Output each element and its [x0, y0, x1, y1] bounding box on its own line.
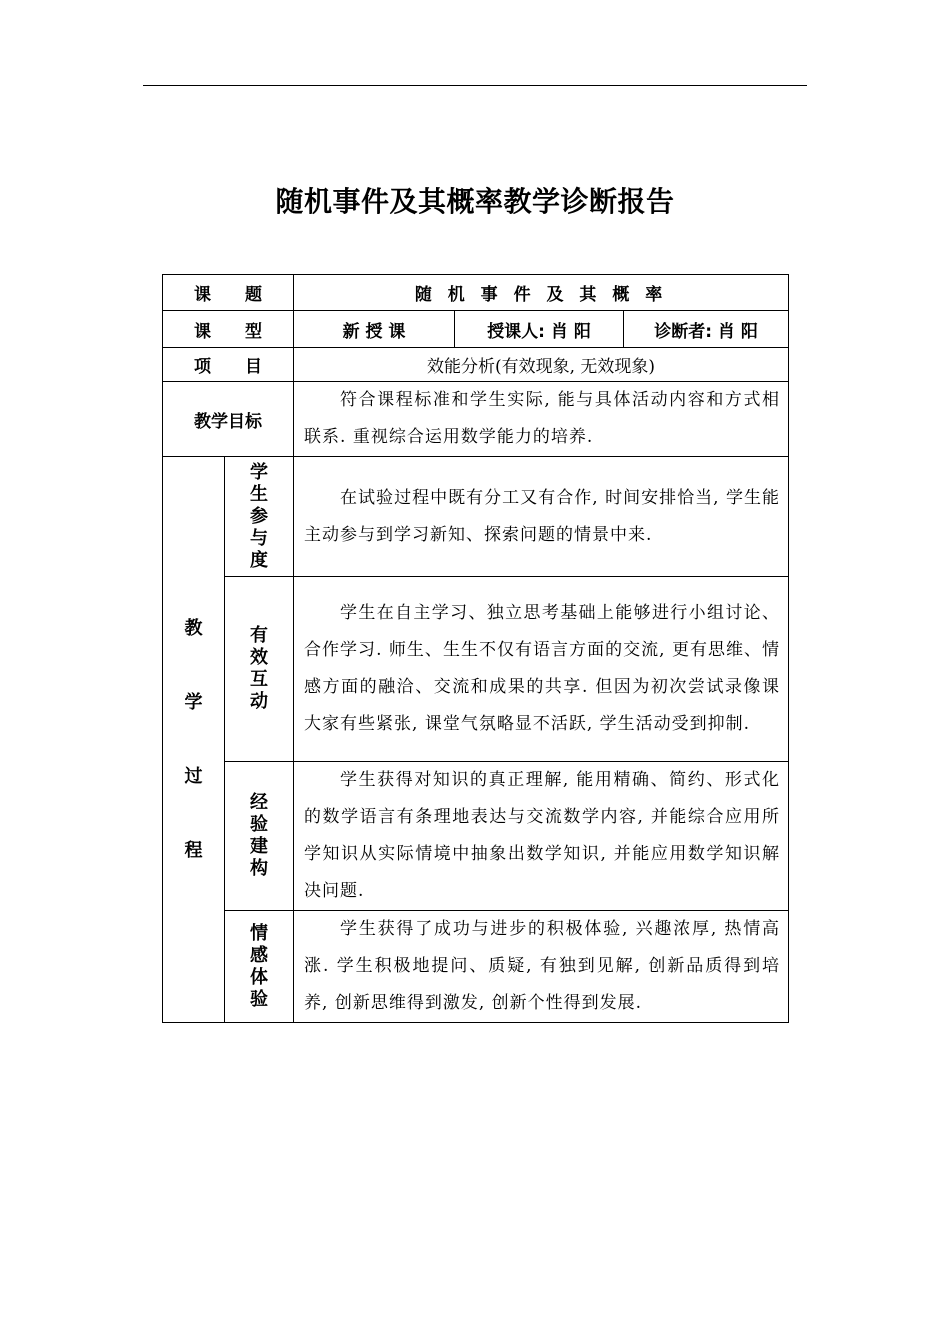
topic-label: 课 题 — [163, 275, 294, 311]
section-label-char: 与 — [250, 527, 268, 549]
item-label: 项 目 — [163, 348, 294, 382]
type-row — [163, 311, 789, 348]
section-label-char: 情 — [250, 922, 268, 944]
topic-row — [163, 275, 789, 311]
section-label-char: 感 — [250, 944, 268, 966]
section-paragraph: 学生获得对知识的真正理解, 能用精确、简约、形式化的数学语言有条理地表达与交流数学内容, 并能综合应用所学知识从实际情境中抽象出数学知识, 并能应用数学知识解决问题. — [304, 770, 781, 901]
section-label-interaction — [225, 577, 294, 762]
section-label-emotion — [225, 911, 294, 1023]
section-label-char: 动 — [250, 691, 268, 712]
section-label-char: 度 — [250, 549, 268, 571]
type-label: 课 型 — [163, 311, 294, 348]
process-row-emotion — [163, 911, 789, 1023]
section-label-char: 验 — [250, 814, 268, 835]
section-label-char: 互 — [250, 669, 268, 690]
section-paragraph: 学生在自主学习、独立思考基础上能够进行小组讨论、合作学习. 师生、生生不仅有语言方面的交流, 更有思维、情感方面的融洽、交流和成果的共享. 但因为初次尝试录像课大家有些紧张, 课堂气氛略显不活跃, 学生活动受到抑制. — [304, 603, 781, 734]
section-label-construction — [225, 762, 294, 911]
section-label-char: 验 — [250, 988, 268, 1010]
type-value: 新 授 课 — [294, 311, 455, 348]
process-label — [163, 457, 225, 1023]
goal-text — [294, 382, 789, 457]
section-label-char: 经 — [250, 792, 268, 813]
section-text-participation — [294, 457, 789, 577]
section-label-char: 生 — [250, 483, 268, 505]
section-label-char: 体 — [250, 966, 268, 988]
goal-paragraph: 符合课程标准和学生实际, 能与具体活动内容和方式相联系. 重视综合运用数学能力的培养. — [304, 390, 781, 447]
teacher-cell: 授课人: 肖 阳 — [455, 311, 624, 348]
section-label-char: 参 — [250, 505, 268, 527]
section-text-interaction — [294, 577, 789, 762]
process-label-char: 程 — [184, 839, 203, 861]
document-title: 随机事件及其概率教学诊断报告 — [275, 185, 675, 218]
section-label-participation — [225, 457, 294, 577]
section-label-char: 学 — [250, 461, 268, 483]
section-text-emotion — [294, 911, 789, 1023]
process-row-construction — [163, 762, 789, 911]
item-value: 效能分析(有效现象, 无效现象) — [294, 348, 789, 382]
process-label-char: 学 — [184, 691, 203, 713]
header-rule — [143, 85, 807, 86]
diagnoser-cell: 诊断者: 肖 阳 — [624, 311, 789, 348]
section-label-char: 有 — [250, 625, 268, 646]
section-label-char: 效 — [250, 647, 268, 668]
process-label-char: 过 — [184, 765, 203, 787]
section-label-char: 建 — [250, 836, 268, 857]
goal-label: 教学目标 — [163, 382, 294, 457]
process-label-char: 教 — [184, 617, 203, 639]
goal-row — [163, 382, 789, 457]
section-text-construction — [294, 762, 789, 911]
item-row — [163, 348, 789, 382]
section-label-char: 构 — [250, 858, 268, 879]
section-paragraph: 学生获得了成功与进步的积极体验, 兴趣浓厚, 热情高涨. 学生积极地提问、质疑, 有独到见解, 创新品质得到培养, 创新思维得到激发, 创新个性得到发展. — [304, 919, 781, 1013]
process-row-interaction — [163, 577, 789, 762]
section-paragraph: 在试验过程中既有分工又有合作, 时间安排恰当, 学生能主动参与到学习新知、探索问题的情景中来. — [304, 487, 781, 545]
report-table — [162, 274, 789, 1023]
process-row-participation — [163, 457, 789, 577]
topic-value: 随 机 事 件 及 其 概 率 — [294, 275, 789, 311]
